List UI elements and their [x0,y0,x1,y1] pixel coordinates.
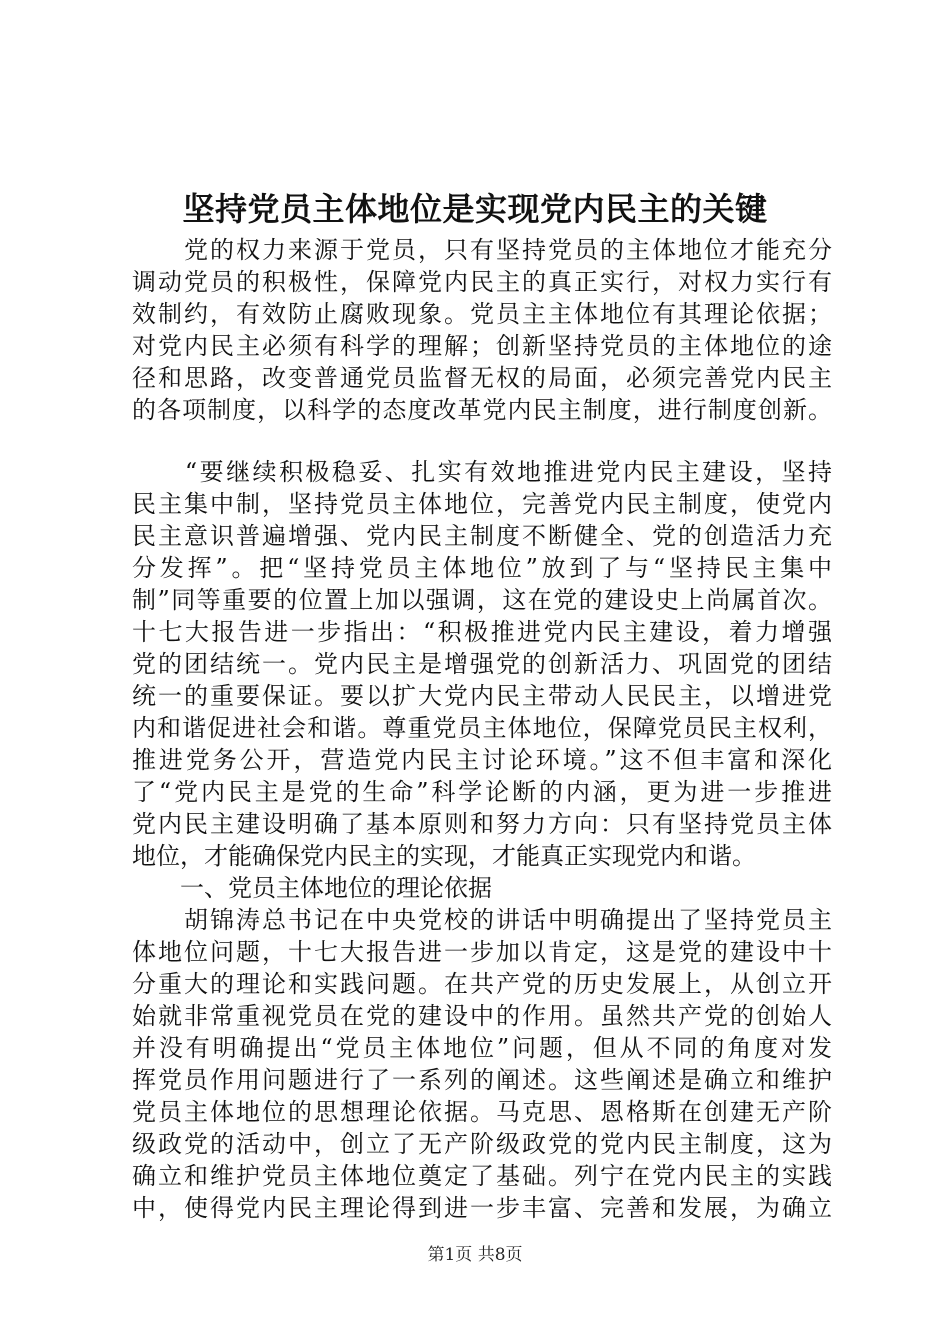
text-line: 统一的重要保证。要以扩大党内民主带动人民民主，以增进党 [132,682,832,710]
text-line: 分发挥”。把“坚持党员主体地位”放到了与“坚持民主集中 [132,554,832,582]
text-line: “要继续积极稳妥、扎实有效地推进党内民主建设，坚持 [132,458,832,486]
text-line: 并没有明确提出“党员主体地位”问题，但从不同的角度对发 [132,1034,832,1062]
text-line: 径和思路，改变普通党员监督无权的局面，必须完善党内民主 [132,364,832,392]
text-line: 调动党员的积极性，保障党内民主的真正实行，对权力实行有 [132,268,832,296]
text-line: 分重大的理论和实践问题。在共产党的历史发展上，从创立开 [132,970,832,998]
text-line: 地位，才能确保党内民主的实现，才能真正实现党内和谐。 [132,842,756,870]
text-line: 十七大报告进一步指出：“积极推进党内民主建设，着力增强 [132,618,832,646]
text-line: 党员主体地位的思想理论依据。马克思、恩格斯在创建无产阶 [132,1098,832,1126]
text-line: 民主意识普遍增强、党内民主制度不断健全、党的创造活力充 [132,522,832,550]
document-title: 坚持党员主体地位是实现党内民主的关键 [182,190,768,228]
text-line: 中，使得党内民主理论得到进一步丰富、完善和发展，为确立 [132,1194,832,1222]
text-line: 对党内民主必须有科学的理解；创新坚持党员的主体地位的途 [132,332,832,360]
text-line: 体地位问题，十七大报告进一步加以肯定，这是党的建设中十 [132,938,832,966]
text-line: 民主集中制，坚持党员主体地位，完善党内民主制度，使党内 [132,490,832,518]
document-body [132,234,832,1224]
text-line: 级政党的活动中，创立了无产阶级政党的党内民主制度，这为 [132,1130,832,1158]
text-line: 确立和维护党员主体地位奠定了基础。列宁在党内民主的实践 [132,1162,832,1190]
text-line: 胡锦涛总书记在中央党校的讲话中明确提出了坚持党员主 [132,906,832,934]
text-line: 党的权力来源于党员，只有坚持党员的主体地位才能充分 [132,236,832,264]
text-line: 挥党员作用问题进行了一系列的阐述。这些阐述是确立和维护 [132,1066,832,1094]
text-line: 制”同等重要的位置上加以强调，这在党的建设史上尚属首次。 [132,586,832,614]
text-line: 效制约，有效防止腐败现象。党员主主体地位有其理论依据； [132,300,832,328]
page-footer: 第1页 共8页 [427,1245,523,1265]
text-line: 的各项制度，以科学的态度改革党内民主制度，进行制度创新。 [132,396,832,424]
section-heading: 一、党员主体地位的理论依据 [132,874,492,902]
text-line: 推进党务公开，营造党内民主讨论环境。”这不但丰富和深化 [132,746,832,774]
text-line: 始就非常重视党员在党的建设中的作用。虽然共产党的创始人 [132,1002,832,1030]
paragraph-gap [132,426,832,456]
text-line: 内和谐促进社会和谐。尊重党员主体地位，保障党员民主权利， [132,714,832,742]
text-line: 党内民主建设明确了基本原则和努力方向：只有坚持党员主体 [132,810,832,838]
text-line: 了“党内民主是党的生命”科学论断的内涵，更为进一步推进 [132,778,832,806]
text-line: 党的团结统一。党内民主是增强党的创新活力、巩固党的团结 [132,650,832,678]
